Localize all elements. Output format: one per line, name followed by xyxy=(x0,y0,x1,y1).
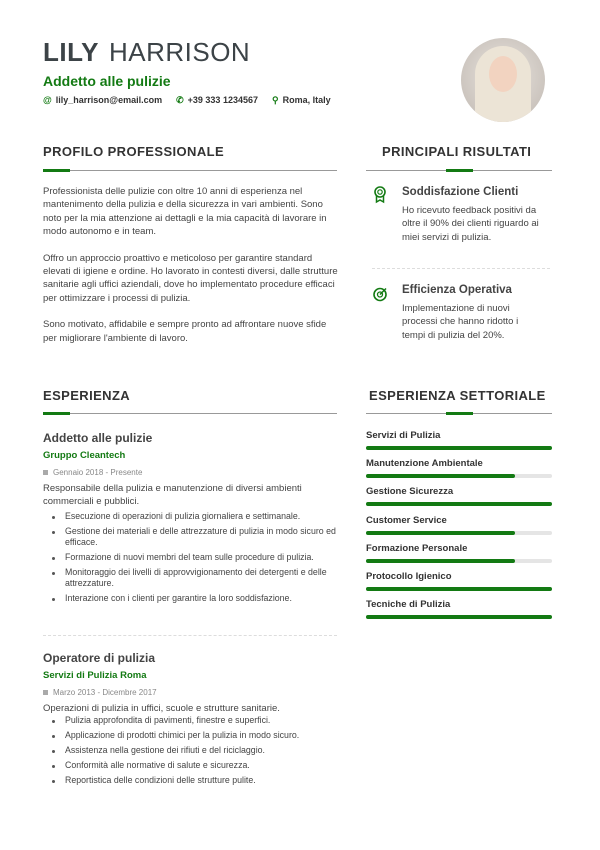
profile-text xyxy=(43,185,338,345)
profile-heading: PROFILO PROFESSIONALE xyxy=(43,144,225,159)
job-title: Operatore di pulizia xyxy=(43,651,156,665)
skill-bar xyxy=(366,615,552,619)
skill-bar-fill xyxy=(366,531,515,535)
job-entry xyxy=(43,651,339,789)
skill-bar xyxy=(366,474,552,478)
accent-bar xyxy=(43,412,70,415)
skills-heading: ESPERIENZA SETTORIALE xyxy=(369,388,546,403)
job-dates xyxy=(43,688,339,697)
divider xyxy=(43,635,337,636)
email-text: lily_harrison@email.com xyxy=(55,95,163,105)
job-dates xyxy=(43,468,339,477)
phone-text: +39 333 1234567 xyxy=(187,95,258,105)
skill-bar xyxy=(366,587,552,591)
skill-label: Gestione Sicurezza xyxy=(366,486,454,498)
contact-info xyxy=(43,95,331,106)
company-name: Gruppo Cleantech xyxy=(43,450,126,461)
skill-item xyxy=(366,599,552,619)
accent-bar xyxy=(43,169,70,172)
dates-text: Gennaio 2018 - Presente xyxy=(53,468,143,477)
profile-paragraph: Sono motivato, affidabile e sempre pronto ad affrontare nuove sfide per migliorare l'ambiente di lavoro. xyxy=(43,319,327,344)
location-text: Roma, Italy xyxy=(282,95,331,105)
bullet-item: Interazione con i clienti per garantire la loro soddisfazione. xyxy=(43,593,339,605)
bullet-item: Reportistica delle condizioni delle strutture pulite. xyxy=(43,775,339,787)
skill-bar-fill xyxy=(366,474,515,478)
bullet-item: Assistenza nella gestione dei rifiuti e del riciclaggio. xyxy=(43,745,339,757)
job-summary: Responsabile della pulizia e manutenzione di diversi ambienti commerciali e pubblici. xyxy=(43,483,302,508)
skill-label: Manutenzione Ambientale xyxy=(366,458,483,470)
divider xyxy=(43,413,337,414)
skill-item xyxy=(366,486,552,506)
skill-item xyxy=(366,515,552,535)
profile-paragraph: Offro un approccio proattivo e meticoloso per garantire standard elevati di igiene e ordine. Ho lavorato in contesti diversi, dalle strutture sanitarie agli uffici aziendali, dove ho implementato procedure efficaci per ottimizzare i processi di pulizia. xyxy=(43,252,338,304)
achievement-title: Soddisfazione Clienti xyxy=(402,186,519,198)
bullet-item: Conformità alle normative di salute e sicurezza. xyxy=(43,760,339,772)
bullet-item: Pulizia approfondita di pavimenti, finestre e superfici. xyxy=(43,715,339,727)
at-icon: @ xyxy=(43,95,52,105)
skill-bar-fill xyxy=(366,446,552,450)
skill-item xyxy=(366,571,552,591)
profile-paragraph: Professionista delle pulizie con oltre 10 anni di esperienza nel mantenimento della pulizia e della sicurezza in vari ambienti. Sono noto per la mia attenzione ai dettagli e la mia capacità di lavorare in modo autonomo e in team. xyxy=(43,186,327,238)
calendar-icon xyxy=(43,470,48,475)
job-bullets xyxy=(43,511,339,605)
divider xyxy=(43,170,337,171)
bullet-item: Esecuzione di operazioni di pulizia giornaliera e settimanale. xyxy=(43,511,339,523)
job-role: Addetto alle pulizie xyxy=(43,73,171,89)
skill-label: Tecniche di Pulizia xyxy=(366,599,451,611)
candidate-name xyxy=(43,37,250,68)
skill-item xyxy=(366,430,552,450)
accent-bar xyxy=(446,169,473,172)
divider xyxy=(372,268,550,269)
contact-phone xyxy=(176,95,258,106)
company-name: Servizi di Pulizia Roma xyxy=(43,670,147,681)
award-icon xyxy=(372,186,388,209)
skill-bar xyxy=(366,502,552,506)
skill-label: Protocollo Igienico xyxy=(366,571,452,582)
skill-item xyxy=(366,458,552,478)
achievement-text: Ho ricevuto feedback positivi da oltre il 90% dei clienti riguardo ai miei servizi di pulizia. xyxy=(402,205,539,243)
calendar-icon xyxy=(43,690,48,695)
skill-bar xyxy=(366,559,552,563)
phone-icon: ✆ xyxy=(176,95,184,105)
location-icon: ⚲ xyxy=(271,95,279,105)
skill-label: Servizi di Pulizia xyxy=(366,430,441,441)
achievement-title: Efficienza Operativa xyxy=(402,284,512,296)
accent-bar xyxy=(446,412,473,415)
bullet-item: Gestione dei materiali e delle attrezzature di pulizia in modo sicuro ed efficace. xyxy=(43,526,339,549)
last-name: HARRISON xyxy=(108,37,251,67)
profile-photo xyxy=(461,38,545,122)
skill-bar-fill xyxy=(366,559,515,563)
skill-bar-fill xyxy=(366,587,552,591)
skill-bar-fill xyxy=(366,615,552,619)
contact-email xyxy=(43,95,162,106)
achievement-text: Implementazione di nuovi processi che hanno ridotto i tempi di pulizia del 20%. xyxy=(402,303,519,341)
job-summary: Operazioni di pulizia in uffici, scuole e strutture sanitarie. xyxy=(43,703,280,714)
skill-item xyxy=(366,543,552,563)
experience-heading: ESPERIENZA xyxy=(43,388,131,403)
first-name: LILY xyxy=(43,37,99,67)
achievements-heading: PRINCIPALI RISULTATI xyxy=(382,144,532,159)
job-entry xyxy=(43,431,339,608)
contact-location xyxy=(272,95,331,106)
bullet-item: Applicazione di prodotti chimici per la pulizia in modo sicuro. xyxy=(43,730,339,742)
job-title: Addetto alle pulizie xyxy=(43,431,153,445)
skill-bar-fill xyxy=(366,502,552,506)
dates-text: Marzo 2013 - Dicembre 2017 xyxy=(53,688,157,697)
job-bullets xyxy=(43,715,339,786)
skill-bar xyxy=(366,446,552,450)
bullet-item: Formazione di nuovi membri del team sulle procedure di pulizia. xyxy=(43,552,339,564)
bullet-item: Monitoraggio dei livelli di approvvigionamento dei detergenti e delle attrezzature. xyxy=(43,567,339,590)
skill-label: Formazione Personale xyxy=(366,542,468,554)
skill-label: Customer Service xyxy=(366,514,447,526)
target-icon xyxy=(372,286,388,307)
skill-bar xyxy=(366,531,552,535)
